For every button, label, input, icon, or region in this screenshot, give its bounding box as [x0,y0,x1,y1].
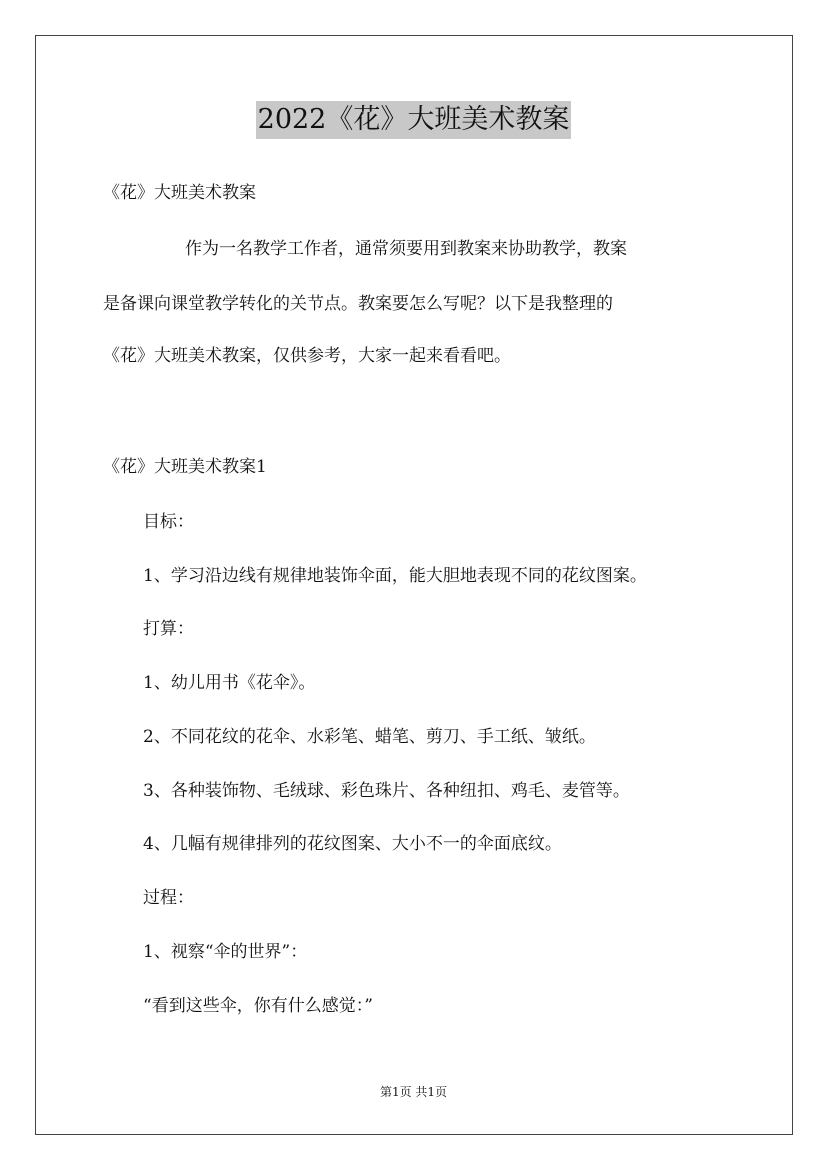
intro-line-1: 作为一名教学工作者，通常须要用到教案来协助教学，教案 [185,239,627,259]
intro-line-3: 《花》大班美术教案，仅供参考，大家一起来看看吧。 [103,346,511,366]
prep-item-4: 4、几幅有规律排列的花纹图案、大小不一的伞面底纹。 [143,834,562,854]
section-heading: 《花》大班美术教案1 [103,457,267,477]
prep-item-1: 1、幼儿用书《花伞》。 [143,673,316,693]
goal-label: 目标： [143,512,194,532]
prep-item-3: 3、各种装饰物、毛绒球、彩色珠片、各种纽扣、鸡毛、麦管等。 [143,781,630,801]
process-label: 过程： [143,888,194,908]
process-item-1: 1、视察“伞的世界”： [143,942,308,962]
prep-item-2: 2、不同花纹的花伞、水彩笔、蜡笔、剪刀、手工纸、皱纸。 [143,727,596,747]
page-footer [0,1083,827,1101]
prep-label: 打算： [143,619,194,639]
page-number: 第1页 共1页 [379,1085,448,1099]
document-title: 2022《花》大班美术教案 [256,101,572,139]
process-quote: “看到这些伞，你有什么感觉：” [143,996,373,1016]
goal-item-1: 1、学习沿边线有规律地装饰伞面，能大胆地表现不同的花纹图案。 [143,566,647,586]
document-title-block [0,101,827,139]
intro-line-2: 是备课向课堂教学转化的关节点。教案要怎么写呢？以下是我整理的 [103,294,613,314]
subtitle: 《花》大班美术教案 [103,183,256,203]
